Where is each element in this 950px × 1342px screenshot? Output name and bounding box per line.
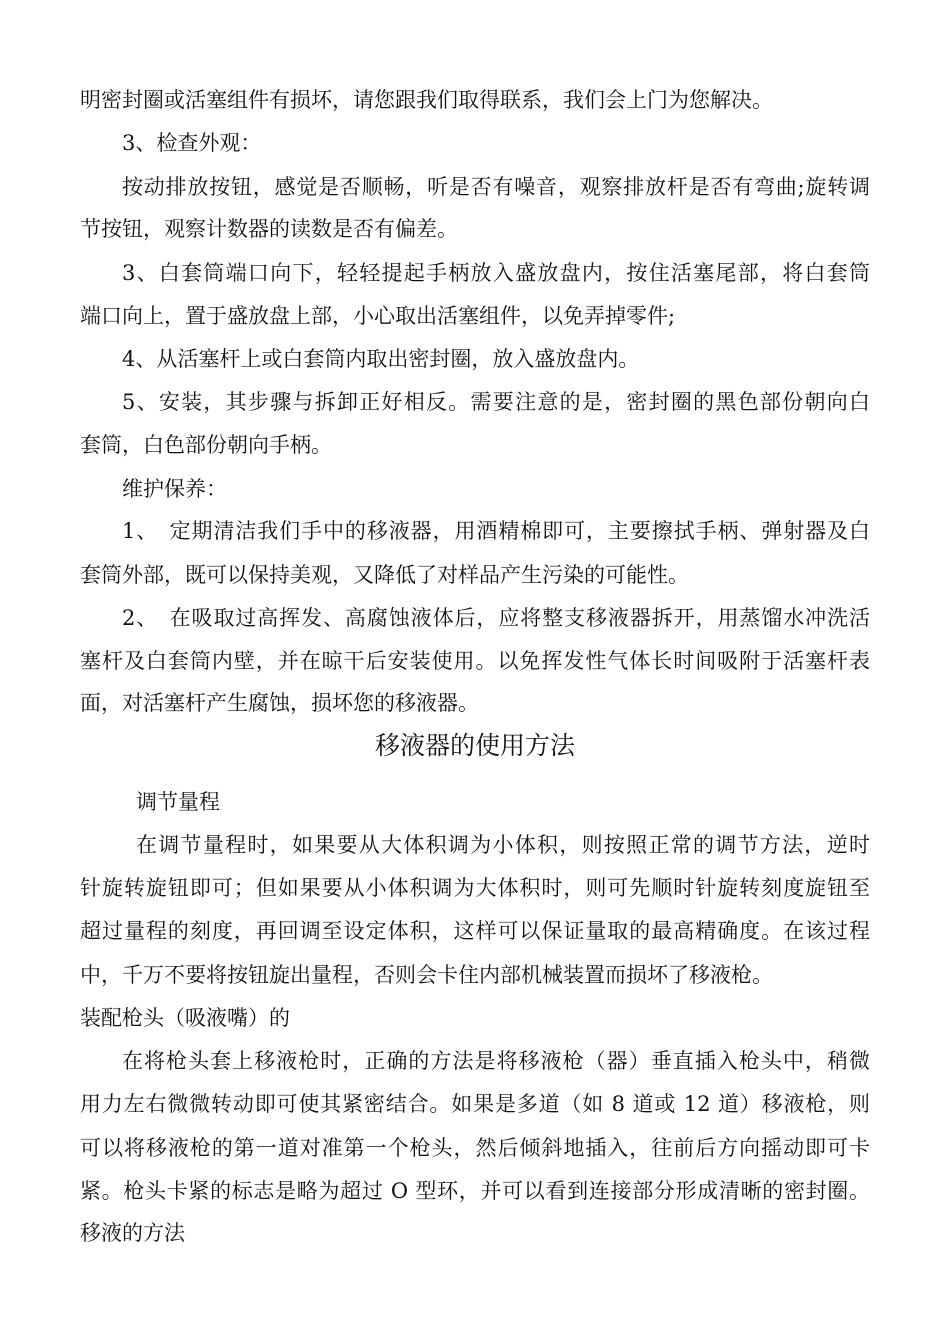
text-line: 中，千万不要将按钮旋出量程，否则会卡住内部机械装置而损坏了移液枪。	[80, 963, 773, 987]
text-line: 3、白套筒端口向下，轻轻提起手柄放入盛放盘内，按住活塞尾部，将白套筒	[122, 261, 870, 285]
text-line: 端口向上，置于盛放盘上部，小心取出活塞组件，以免弄掉零件;	[80, 304, 676, 328]
text-line: 5、安装，其步骤与拆卸正好相反。需要注意的是，密封圈的黑色部份朝向白	[122, 390, 870, 414]
text-line: 1、 定期清洁我们手中的移液器，用酒精棉即可，主要擦拭手柄、弹射器及白	[122, 519, 870, 543]
list-heading: 3、检查外观：	[122, 131, 262, 155]
subheading: 调节量程	[136, 790, 220, 814]
text-line: 明密封圈或活塞组件有损坏，请您跟我们取得联系，我们会上门为您解决。	[80, 88, 773, 112]
text-line: 2、 在吸取过高挥发、高腐蚀液体后，应将整支移液器拆开，用蒸馏水冲洗活	[122, 606, 870, 630]
section-label: 维护保养：	[122, 477, 227, 501]
text-line: 套筒外部，既可以保持美观，又降低了对样品产生污染的可能性。	[80, 563, 689, 587]
section-title: 移液器的使用方法	[374, 731, 575, 760]
text-line: 节按钮，观察计数器的读数是否有偏差。	[80, 217, 458, 241]
text-line: 超过量程的刻度，再回调至设定体积，这样可以保证量取的最高精确度。在该过程	[80, 919, 870, 943]
subheading: 移液的方法	[80, 1221, 185, 1245]
text-line: 紧。枪头卡紧的标志是略为超过 O 型环，并可以看到连接部分形成清晰的密封圈。	[80, 1179, 870, 1203]
text-line: 针旋转旋钮即可；但如果要从小体积调为大体积时，则可先顺时针旋转刻度旋钮至	[80, 876, 870, 900]
text-line: 在调节量程时，如果要从大体积调为小体积，则按照正常的调节方法，逆时	[136, 833, 870, 857]
text-line: 在将枪头套上移液枪时，正确的方法是将移液枪（器）垂直插入枪头中，稍微	[122, 1049, 870, 1073]
text-line: 套筒，白色部份朝向手柄。	[80, 433, 332, 457]
text-line: 可以将移液枪的第一道对准第一个枪头，然后倾斜地插入，往前后方向摇动即可卡	[80, 1136, 870, 1160]
text-line: 塞杆及白套筒内壁，并在晾干后安装使用。以免挥发性气体长时间吸附于活塞杆表	[80, 649, 870, 673]
text-line: 按动排放按钮，感觉是否顺畅，听是否有噪音，观察排放杆是否有弯曲;旋转调	[122, 175, 870, 199]
text-line: 4、从活塞杆上或白套筒内取出密封圈，放入盛放盘内。	[122, 347, 640, 371]
subheading: 装配枪头（吸液嘴）的	[80, 1006, 290, 1030]
text-line: 面，对活塞杆产生腐蚀，损坏您的移液器。	[80, 691, 479, 715]
text-line: 用力左右微微转动即可使其紧密结合。如果是多道（如 8 道或 12 道）移液枪，则	[80, 1092, 870, 1116]
